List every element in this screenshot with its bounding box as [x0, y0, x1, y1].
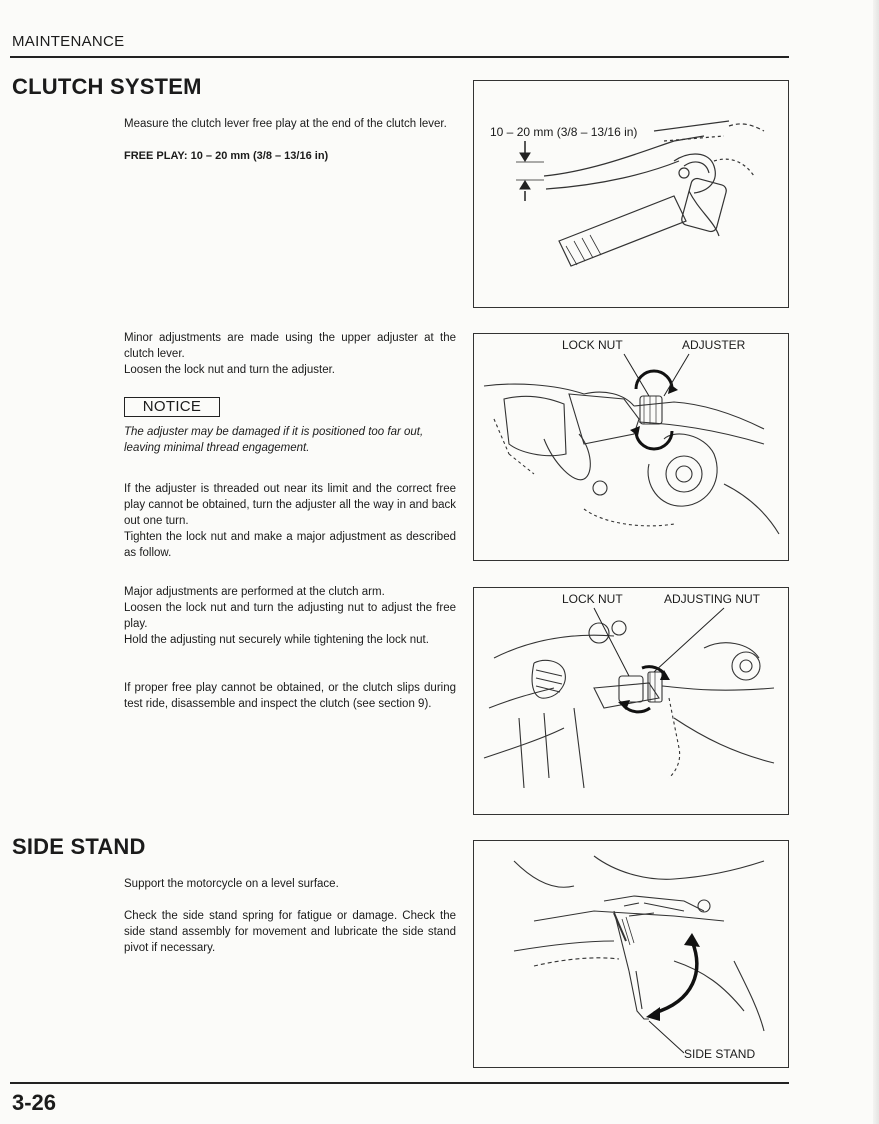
side-stand-drawing [474, 841, 788, 1067]
free-play-callout: 10 – 20 mm (3/8 – 13/16 in) [490, 125, 638, 139]
upper-adjuster-drawing [474, 334, 788, 560]
side-stand-callout: SIDE STAND [684, 1047, 756, 1061]
side-stand-text [124, 876, 456, 956]
running-header: MAINTENANCE [12, 33, 125, 50]
adjusting-nut-callout: ADJUSTING NUT [664, 592, 760, 606]
clutch-measure-paragraph: Measure the clutch lever free play at the end of the clutch lever. [124, 118, 447, 130]
header-rule [10, 56, 789, 58]
side-stand-support-paragraph: Support the motorcycle on a level surface. [124, 878, 339, 890]
figure-clutch-arm [473, 587, 789, 815]
clutch-arm-lock-nut-callout: LOCK NUT [562, 592, 623, 606]
side-stand-title: SIDE STAND [12, 834, 146, 859]
page-edge-shadow [873, 0, 879, 1124]
minor-adjust-line-2: Loosen the lock nut and turn the adjuster. [124, 364, 335, 376]
adjuster-limit-line-1: If the adjuster is threaded out near its limit and the correct free play cannot be obtained, turn the adjuster all the way in and back out one turn. [124, 483, 456, 527]
major-adjust-line-1: Major adjustments are performed at the clutch arm. [124, 586, 385, 598]
notice-label: NOTICE [124, 397, 220, 417]
adjuster-callout: ADJUSTER [682, 338, 746, 352]
major-adjust-line-3: Hold the adjusting nut securely while tightening the lock nut. [124, 634, 429, 646]
footer-rule [10, 1082, 789, 1084]
major-adjust-text [124, 584, 456, 648]
adjuster-limit-line-2: Tighten the lock nut and make a major adjustment as described as follow. [124, 531, 456, 559]
adjuster-limit-text [124, 481, 456, 561]
minor-adjust-line-1: Minor adjustments are made using the upper adjuster at the clutch lever. [124, 332, 456, 360]
clutch-system-title: CLUTCH SYSTEM [12, 74, 202, 99]
figure-lever-free-play [473, 80, 789, 308]
lever-drawing [474, 81, 788, 307]
clutch-measure-text [124, 116, 456, 164]
lock-nut-callout: LOCK NUT [562, 338, 623, 352]
free-play-spec: FREE PLAY: 10 – 20 mm (3/8 – 13/16 in) [124, 150, 329, 162]
clutch-inspect-text [124, 680, 456, 712]
figure-upper-adjuster [473, 333, 789, 561]
notice-text: The adjuster may be damaged if it is positioned too far out, leaving minimal thread engagement. [124, 426, 424, 454]
side-stand-check-paragraph: Check the side stand spring for fatigue or damage. Check the side stand assembly for movement and lubricate the side stand pivot if necessary. [124, 910, 456, 954]
minor-adjust-text [124, 330, 456, 378]
figure-side-stand [473, 840, 789, 1068]
major-adjust-line-2: Loosen the lock nut and turn the adjusting nut to adjust the free play. [124, 602, 456, 630]
page-number: 3-26 [12, 1090, 57, 1115]
clutch-arm-drawing [474, 588, 788, 814]
clutch-inspect-paragraph: If proper free play cannot be obtained, or the clutch slips during test ride, disassemble and inspect the clutch (see section 9). [124, 682, 456, 710]
